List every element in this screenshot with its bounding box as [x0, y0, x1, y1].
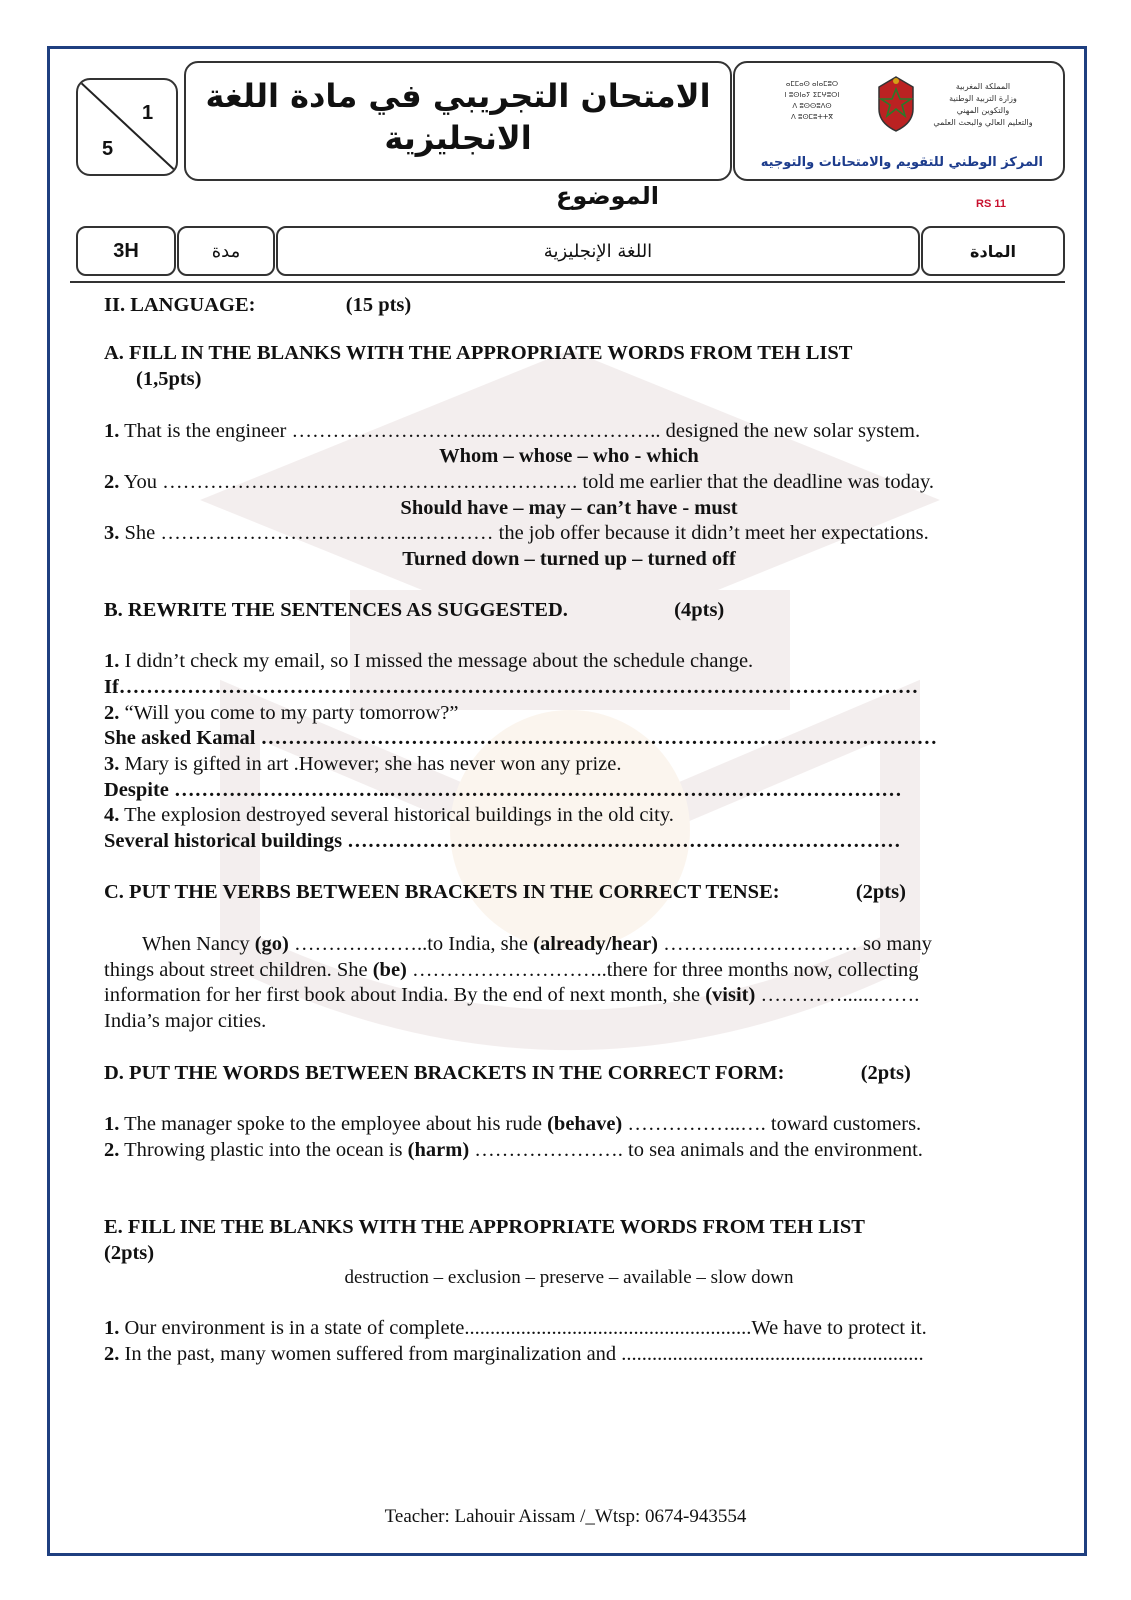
- part-e-item-1: 1. Our environment is in a state of complete........................................................We have to protect it.: [104, 1317, 927, 1339]
- part-b-item-3: 3. Mary is gifted in art .However; she has never won any prize.: [104, 753, 622, 775]
- part-e-word-list: destruction – exclusion – preserve – available – slow down: [344, 1267, 794, 1288]
- teacher-footer: Teacher: Lahouir Aissam /_Wtsp: 0674-943554: [384, 1506, 747, 1527]
- part-e-item-2: 2. In the past, many women suffered from marginalization and ...........................................................: [104, 1343, 924, 1365]
- part-b-item-1: 1. I didn’t check my email, so I missed the message about the schedule change.: [104, 650, 754, 672]
- part-a-heading: A. FILL IN THE BLANKS WITH THE APPROPRIATE WORDS FROM TEH LIST: [104, 342, 853, 364]
- part-b-prompt-4: Several historical buildings ………………………………………………………………………: [104, 830, 901, 852]
- part-e-heading: E. FILL INE THE BLANKS WITH THE APPROPRIATE WORDS FROM TEH LIST: [104, 1216, 865, 1238]
- ministry-logo-box: [733, 61, 1065, 181]
- part-a-points: (1,5pts): [136, 368, 202, 390]
- reference-code: RS 11: [976, 198, 1006, 210]
- class-level-cell: 3H: [76, 226, 176, 276]
- page-divider-line: [77, 79, 178, 176]
- subject-label-cell: المادة: [921, 226, 1065, 276]
- part-b-prompt-2: She asked Kamal ………………………………………………………………………………………: [104, 727, 938, 749]
- part-b-item-2: 2. “Will you come to my party tomorrow?”: [104, 702, 459, 724]
- part-a-options-3: Turned down – turned up – turned off: [402, 548, 736, 570]
- tifinagh-text: ⴰⵎⵎⴰⵙ ⴰⵏⴰⵎⵓⵔ ⵏ ⵓⵙⵏⴰⵢ ⵉⵎⵖⵓⵔⵏ ⴷ ⵓⵙⵙⵓⴷⵙ ⴷ ⵓⵙⵎⵓⵜⵜⴳ: [784, 80, 840, 121]
- duration-cell: مدة: [177, 226, 275, 276]
- part-a-item-3: 3. She ……………………………….………… the job offer because it didn’t meet her expectations.: [104, 522, 929, 544]
- part-d-heading: D. PUT THE WORDS BETWEEN BRACKETS IN THE CORRECT FORM: (2pts): [104, 1062, 911, 1084]
- part-c-line-1: When Nancy (go) ………………..to India, she (already/hear) ………..……………… so many: [142, 933, 932, 955]
- part-d-item-1: 1. The manager spoke to the employee about his rude (behave) ……………..…. toward customers.: [104, 1113, 922, 1135]
- page-number-box: [76, 78, 178, 176]
- part-a-options-1: Whom – whose – who - which: [439, 445, 699, 467]
- part-b-prompt-3: Despite …………………………..…………………………………………………………………: [104, 779, 902, 801]
- section-heading: II. LANGUAGE: (15 pts): [104, 294, 412, 316]
- part-c-heading: C. PUT THE VERBS BETWEEN BRACKETS IN THE CORRECT TENSE: (2pts): [104, 881, 906, 903]
- page-total: 5: [102, 138, 114, 160]
- part-b-prompt-1: If………………………………………………………………………………………………………: [104, 676, 919, 698]
- part-c-line-2: things about street children. She (be) ………………………..there for three months now, collecting: [104, 959, 919, 981]
- exam-title-box: [184, 61, 732, 181]
- part-c-line-4: India’s major cities.: [104, 1010, 267, 1032]
- part-d-item-2: 2. Throwing plastic into the ocean is (harm) …………………. to sea animals and the environment.: [104, 1139, 923, 1161]
- national-center-name: المركز الوطني للتقويم والامتحانات والتوجيه: [760, 155, 1043, 170]
- part-a-item-1: 1. That is the engineer ………………………..…………………….. designed the new solar system.: [104, 420, 921, 442]
- part-b-item-4: 4. The explosion destroyed several historical buildings in the old city.: [104, 804, 674, 826]
- part-c-line-3: information for her first book about India. By the end of next month, she (visit) …………......…….: [104, 984, 920, 1006]
- exam-title-line2: الانجليزية: [384, 119, 532, 157]
- ministry-arabic-text: المملكة المغربية وزارة التربية الوطنية والتكوين المهني والتعليم العالي والبحث العلمي: [933, 82, 1033, 127]
- subject-word: الموضوع: [556, 182, 660, 210]
- header-divider: [70, 281, 1065, 283]
- subject-name-cell: اللغة الإنجليزية: [276, 226, 920, 276]
- exam-title-line1: الامتحان التجريبي في مادة اللغة: [205, 77, 711, 115]
- part-a-item-2: 2. You ……………………………………………………. told me earlier that the deadline was today.: [104, 471, 934, 493]
- part-b-heading: B. REWRITE THE SENTENCES AS SUGGESTED. (4pts): [104, 599, 725, 621]
- page-current: 1: [142, 102, 154, 124]
- part-a-options-2: Should have – may – can’t have - must: [400, 497, 738, 519]
- coat-of-arms-icon: [873, 75, 919, 133]
- part-e-points: (2pts): [104, 1242, 155, 1264]
